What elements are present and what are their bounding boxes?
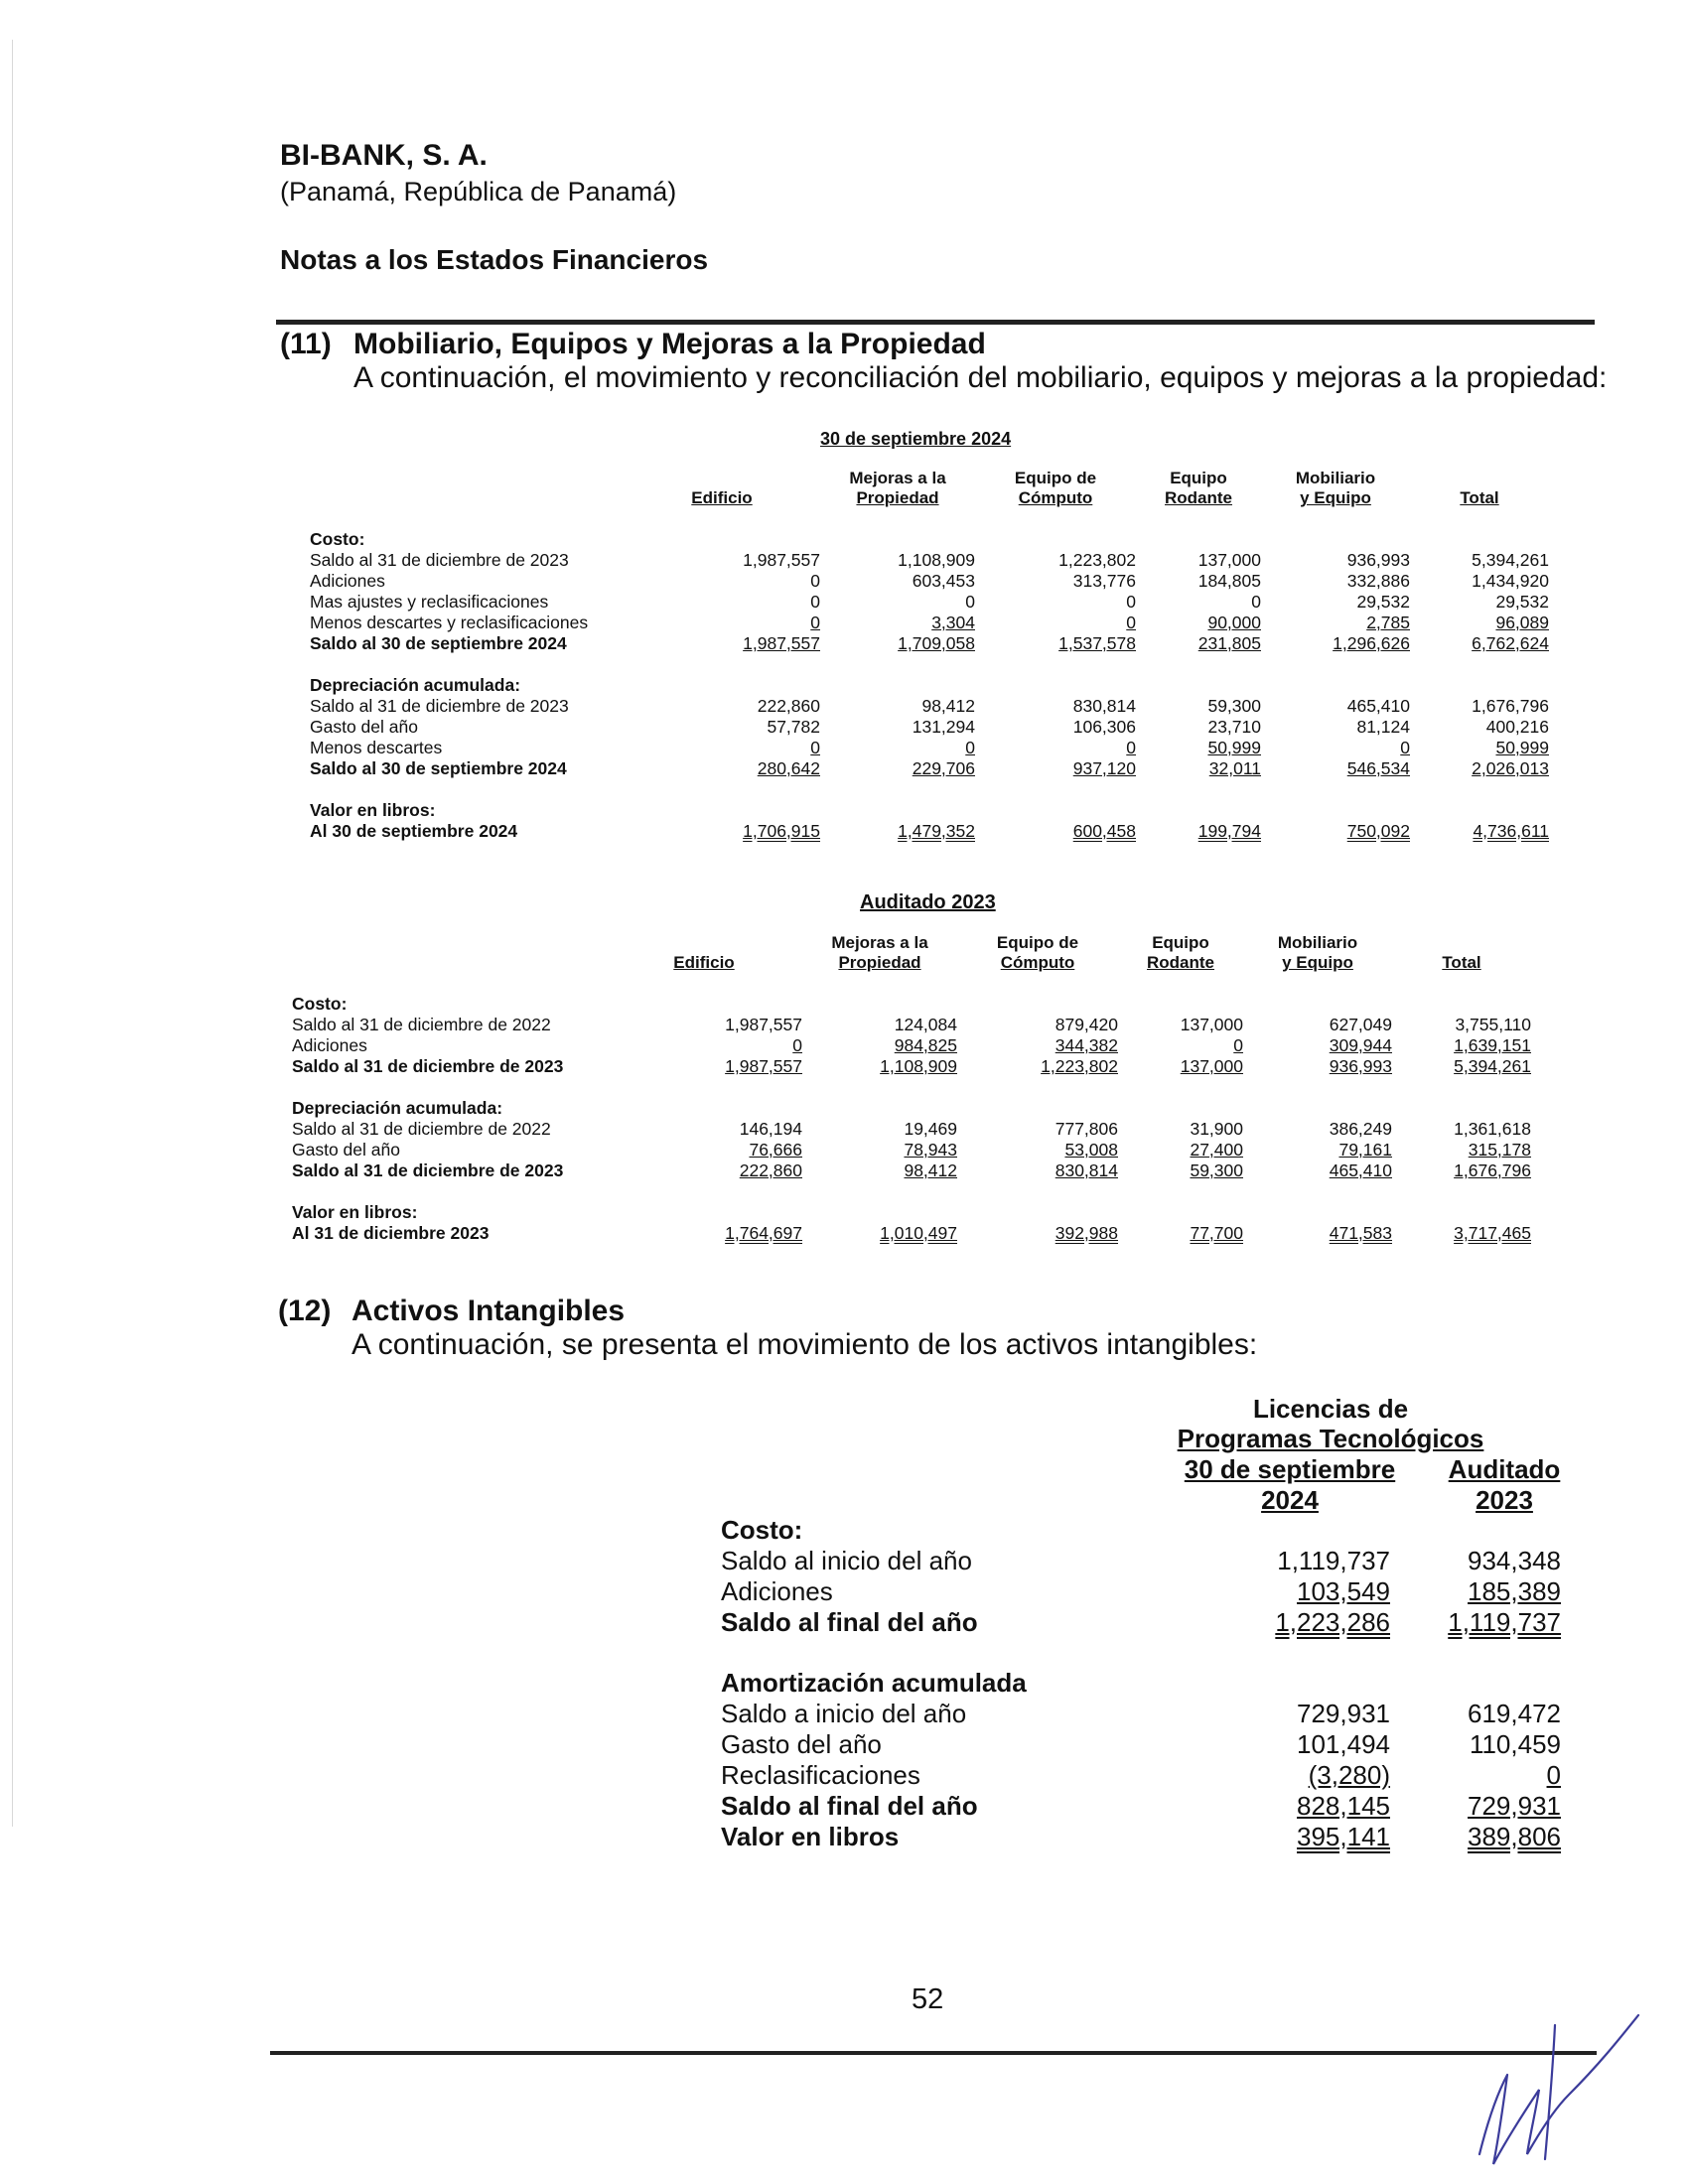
section-11-number: (11) [280,328,332,360]
value-cell: 1,537,578 [1058,633,1136,653]
section-heading-row [721,1668,1561,1699]
value-cell: 1,119,737 [1277,1546,1390,1575]
value-cell: 600,458 [1072,821,1136,841]
table-row [310,571,1549,592]
value-cell: 937,120 [1072,758,1136,778]
value-cell: 309,944 [1329,1035,1392,1055]
intangibles-col1-line1: 30 de septiembre [1184,1454,1396,1484]
value-cell: 400,216 [1485,717,1549,737]
column-header: Edificio [673,953,735,972]
column-header: Mobiliario y Equipo [1295,469,1376,507]
value-cell: 1,987,557 [725,1056,802,1076]
total-row [292,1056,1531,1077]
value-cell: 0 [965,592,975,612]
value-cell: 53,008 [1064,1140,1118,1160]
value-cell: 465,410 [1329,1160,1392,1180]
value-cell: 101,494 [1297,1729,1390,1759]
row-label: Saldo al 31 de diciembre de 2023 [310,696,569,716]
section-heading-row [310,675,1549,696]
value-cell: 103,549 [1297,1576,1390,1606]
value-cell: 78,943 [904,1140,957,1160]
total-row [721,1822,1561,1852]
row-label: Valor en libros [721,1822,900,1851]
section-12-intro: A continuación, se presenta el movimiento de los activos intangibles: [352,1328,1258,1361]
value-cell: 332,886 [1346,571,1410,591]
row-label: Gasto del año [721,1729,882,1759]
row-label: Saldo al inicio del año [721,1546,972,1575]
value-cell: 1,639,151 [1454,1035,1531,1055]
value-cell: 777,806 [1055,1119,1118,1139]
signature-image [1470,1995,1648,2174]
table-row [310,592,1549,613]
row-label: Saldo al 31 de diciembre de 2023 [310,550,569,570]
value-cell: 137,000 [1180,1015,1243,1034]
row-label: Saldo al 31 de diciembre de 2022 [292,1015,551,1034]
value-cell: 124,084 [894,1015,957,1034]
row-label: Mas ajustes y reclasificaciones [310,592,549,612]
value-cell: 1,296,626 [1333,633,1410,653]
value-cell: 110,459 [1469,1729,1561,1759]
book-value-row [310,821,1549,842]
intangibles-group-line2: Programas Tecnológicos [1177,1424,1484,1453]
column-header-row [292,933,1531,973]
section-11-title [280,328,986,361]
table-row [721,1729,1561,1760]
page-number: 52 [912,1983,944,2015]
header-blank [310,469,624,508]
row-label: Saldo al 31 de diciembre de 2022 [292,1119,551,1139]
total-row [310,633,1549,654]
section-heading-row [310,529,1549,550]
value-cell: 627,049 [1329,1015,1392,1034]
row-label: Menos descartes [310,738,443,757]
section-heading-row [292,1098,1531,1119]
value-cell: 0 [792,1035,802,1055]
value-cell: 137,000 [1197,550,1261,570]
spacer-row [721,1638,1561,1668]
value-cell: 1,434,920 [1472,571,1549,591]
value-cell: 137,000 [1180,1056,1243,1076]
column-header: Equipo de Cómputo [1014,469,1097,507]
intangibles-col2-line1: Auditado [1448,1454,1561,1484]
value-cell: 395,141 [1297,1822,1390,1851]
spacer-row [310,508,1549,529]
value-cell: 1,108,909 [898,550,975,570]
column-header: Mejoras a la Propiedad [849,469,946,507]
value-cell: (3,280) [1308,1760,1390,1790]
value-cell: 603,453 [912,571,975,591]
row-label: Menos descartes y reclasificaciones [310,613,589,632]
section-12-number: (12) [278,1295,332,1327]
row-heading: Costo: [310,529,365,549]
row-label: Saldo al 31 de diciembre de 2023 [292,1160,564,1180]
column-header: Equipo Rodante [1165,469,1232,507]
total-row [721,1607,1561,1638]
value-cell: 984,825 [894,1035,957,1055]
value-cell: 0 [810,592,820,612]
value-cell: 0 [1233,1035,1243,1055]
value-cell: 828,145 [1297,1791,1390,1821]
section-heading-row [721,1515,1561,1546]
value-cell: 29,532 [1356,592,1410,612]
section-heading-row [310,800,1549,821]
value-cell: 31,900 [1190,1119,1243,1139]
total-row [292,1160,1531,1181]
spacer-row [292,1181,1531,1202]
intangibles-table [721,1515,1561,1852]
book-value-row [292,1223,1531,1244]
column-header: Equipo de Cómputo [996,933,1079,972]
value-cell: 50,999 [1495,738,1549,757]
column-header: Total [1442,953,1481,972]
table-row [310,738,1549,758]
value-cell: 3,717,465 [1454,1223,1531,1243]
value-cell: 27,400 [1190,1140,1243,1160]
intangibles-group-line1: Licencias de [1252,1394,1409,1424]
row-heading: Costo: [721,1515,803,1545]
value-cell: 465,410 [1346,696,1410,716]
section-11-intro: A continuación, el movimiento y reconciliación del mobiliario, equipos y mejoras a la propiedad: [353,361,1608,394]
value-cell: 1,987,557 [743,550,820,570]
value-cell: 0 [965,738,975,757]
value-cell: 79,161 [1338,1140,1392,1160]
value-cell: 0 [810,613,820,632]
table-2024-period: 30 de septiembre 2024 [820,429,1012,449]
row-heading: Depreciación acumulada: [310,675,521,695]
row-heading: Valor en libros: [310,800,436,820]
row-label: Adiciones [310,571,385,591]
total-row [721,1791,1561,1822]
total-row [310,758,1549,779]
intangibles-col2-line2: 2023 [1476,1485,1533,1515]
value-cell: 546,534 [1346,758,1410,778]
company-location: (Panamá, República de Panamá) [280,177,677,206]
column-header: Equipo Rodante [1147,933,1214,972]
value-cell: 2,785 [1366,613,1410,632]
value-cell: 77,700 [1190,1223,1243,1243]
table-row [721,1699,1561,1729]
company-name: BI-BANK, S. A. [280,139,488,172]
section-12-title-text: Activos Intangibles [352,1295,626,1327]
footer-rule [270,2051,1597,2055]
value-cell: 729,931 [1468,1791,1561,1821]
table-2023-period: Auditado 2023 [860,891,996,913]
column-header: Mobiliario y Equipo [1277,933,1358,972]
value-cell: 3,755,110 [1455,1015,1531,1034]
value-cell: 389,806 [1468,1822,1561,1851]
value-cell: 146,194 [739,1119,802,1139]
row-label: Saldo al 30 de septiembre 2024 [310,633,567,653]
value-cell: 1,119,737 [1448,1607,1561,1637]
value-cell: 5,394,261 [1454,1056,1531,1076]
value-cell: 5,394,261 [1472,550,1549,570]
table-row [292,1119,1531,1140]
value-cell: 1,706,915 [743,821,820,841]
value-cell: 59,300 [1207,696,1261,716]
row-label: Al 31 de diciembre 2023 [292,1223,490,1243]
row-label: Adiciones [721,1576,833,1606]
value-cell: 1,223,802 [1058,550,1136,570]
value-cell: 81,124 [1356,717,1410,737]
row-label: Gasto del año [310,717,418,737]
intangibles-col1-line2: 2024 [1261,1485,1319,1515]
value-cell: 199,794 [1197,821,1261,841]
value-cell: 0 [1126,738,1136,757]
value-cell: 392,988 [1055,1223,1118,1243]
value-cell: 2,026,013 [1472,758,1549,778]
value-cell: 98,412 [921,696,975,716]
row-label: Saldo al 30 de septiembre 2024 [310,758,567,778]
table-row [310,696,1549,717]
column-header-row [310,469,1549,508]
row-heading: Costo: [292,994,348,1014]
value-cell: 19,469 [904,1119,957,1139]
value-cell: 96,089 [1495,613,1549,632]
value-cell: 185,389 [1468,1576,1561,1606]
value-cell: 750,092 [1346,821,1410,841]
value-cell: 936,993 [1346,550,1410,570]
value-cell: 386,249 [1329,1119,1392,1139]
spacer-row [310,654,1549,675]
value-cell: 1,223,802 [1041,1056,1118,1076]
header-blank [292,933,606,973]
row-label: Al 30 de septiembre 2024 [310,821,518,841]
section-heading-row [292,994,1531,1015]
value-cell: 1,223,286 [1275,1607,1390,1637]
column-header: Edificio [691,488,753,507]
spacer-row [292,973,1531,994]
value-cell: 0 [810,738,820,757]
section-11-title-text: Mobiliario, Equipos y Mejoras a la Propiedad [353,328,986,360]
value-cell: 315,178 [1468,1140,1531,1160]
value-cell: 131,294 [912,717,975,737]
value-cell: 313,776 [1072,571,1136,591]
value-cell: 879,420 [1055,1015,1118,1034]
header-rule [276,320,1595,325]
section-heading-row [292,1202,1531,1223]
section-12-title [278,1295,625,1328]
row-label: Saldo al final del año [721,1791,978,1821]
table-row [292,1140,1531,1160]
table-row [310,613,1549,633]
value-cell: 471,583 [1329,1223,1392,1243]
value-cell: 280,642 [757,758,820,778]
row-heading: Depreciación acumulada: [292,1098,503,1118]
value-cell: 1,709,058 [898,633,975,653]
value-cell: 1,479,352 [898,821,975,841]
column-header: Mejoras a la Propiedad [831,933,928,972]
value-cell: 1,676,796 [1454,1160,1531,1180]
value-cell: 830,814 [1072,696,1136,716]
value-cell: 1,676,796 [1472,696,1549,716]
value-cell: 830,814 [1055,1160,1118,1180]
table-row [310,550,1549,571]
column-header: Total [1460,488,1499,507]
value-cell: 59,300 [1190,1160,1243,1180]
value-cell: 76,666 [749,1140,802,1160]
value-cell: 222,860 [757,696,820,716]
table-row [310,717,1549,738]
table-row [721,1546,1561,1576]
ppe-table-2023 [292,933,1531,1244]
value-cell: 222,860 [739,1160,802,1180]
value-cell: 184,805 [1197,571,1261,591]
value-cell: 6,762,624 [1472,633,1549,653]
table-row [292,1015,1531,1035]
value-cell: 1,361,618 [1454,1119,1531,1139]
scan-edge-line [12,40,13,1827]
value-cell: 3,304 [931,613,975,632]
value-cell: 90,000 [1207,613,1261,632]
value-cell: 936,993 [1329,1056,1392,1076]
value-cell: 106,306 [1072,717,1136,737]
value-cell: 98,412 [904,1160,957,1180]
table-row [292,1035,1531,1056]
row-label: Reclasificaciones [721,1760,920,1790]
value-cell: 32,011 [1208,758,1261,778]
value-cell: 29,532 [1495,592,1549,612]
value-cell: 344,382 [1055,1035,1118,1055]
value-cell: 1,108,909 [880,1056,957,1076]
ppe-table-2024 [310,469,1549,842]
value-cell: 1,987,557 [743,633,820,653]
value-cell: 57,782 [767,717,820,737]
row-heading: Amortización acumulada [721,1668,1027,1698]
row-label: Gasto del año [292,1140,400,1160]
notes-title: Notas a los Estados Financieros [280,244,709,275]
value-cell: 934,348 [1468,1546,1561,1575]
value-cell: 23,710 [1207,717,1261,737]
value-cell: 231,805 [1197,633,1261,653]
row-label: Saldo al final del año [721,1607,978,1637]
row-label: Adiciones [292,1035,367,1055]
row-heading: Valor en libros: [292,1202,418,1222]
value-cell: 0 [1400,738,1410,757]
value-cell: 50,999 [1207,738,1261,757]
row-label: Saldo a inicio del año [721,1699,967,1728]
row-label: Saldo al 31 de diciembre de 2023 [292,1056,564,1076]
value-cell: 1,764,697 [725,1223,802,1243]
value-cell: 0 [1126,613,1136,632]
table-row [721,1760,1561,1791]
value-cell: 0 [1251,592,1261,612]
value-cell: 0 [1546,1760,1561,1790]
table-row [721,1576,1561,1607]
spacer-row [310,779,1549,800]
value-cell: 4,736,611 [1473,821,1549,841]
value-cell: 1,010,497 [880,1223,957,1243]
value-cell: 729,931 [1297,1699,1390,1728]
value-cell: 619,472 [1468,1699,1561,1728]
value-cell: 1,987,557 [725,1015,802,1034]
value-cell: 0 [1126,592,1136,612]
value-cell: 0 [810,571,820,591]
value-cell: 229,706 [912,758,975,778]
spacer-row [292,1077,1531,1098]
